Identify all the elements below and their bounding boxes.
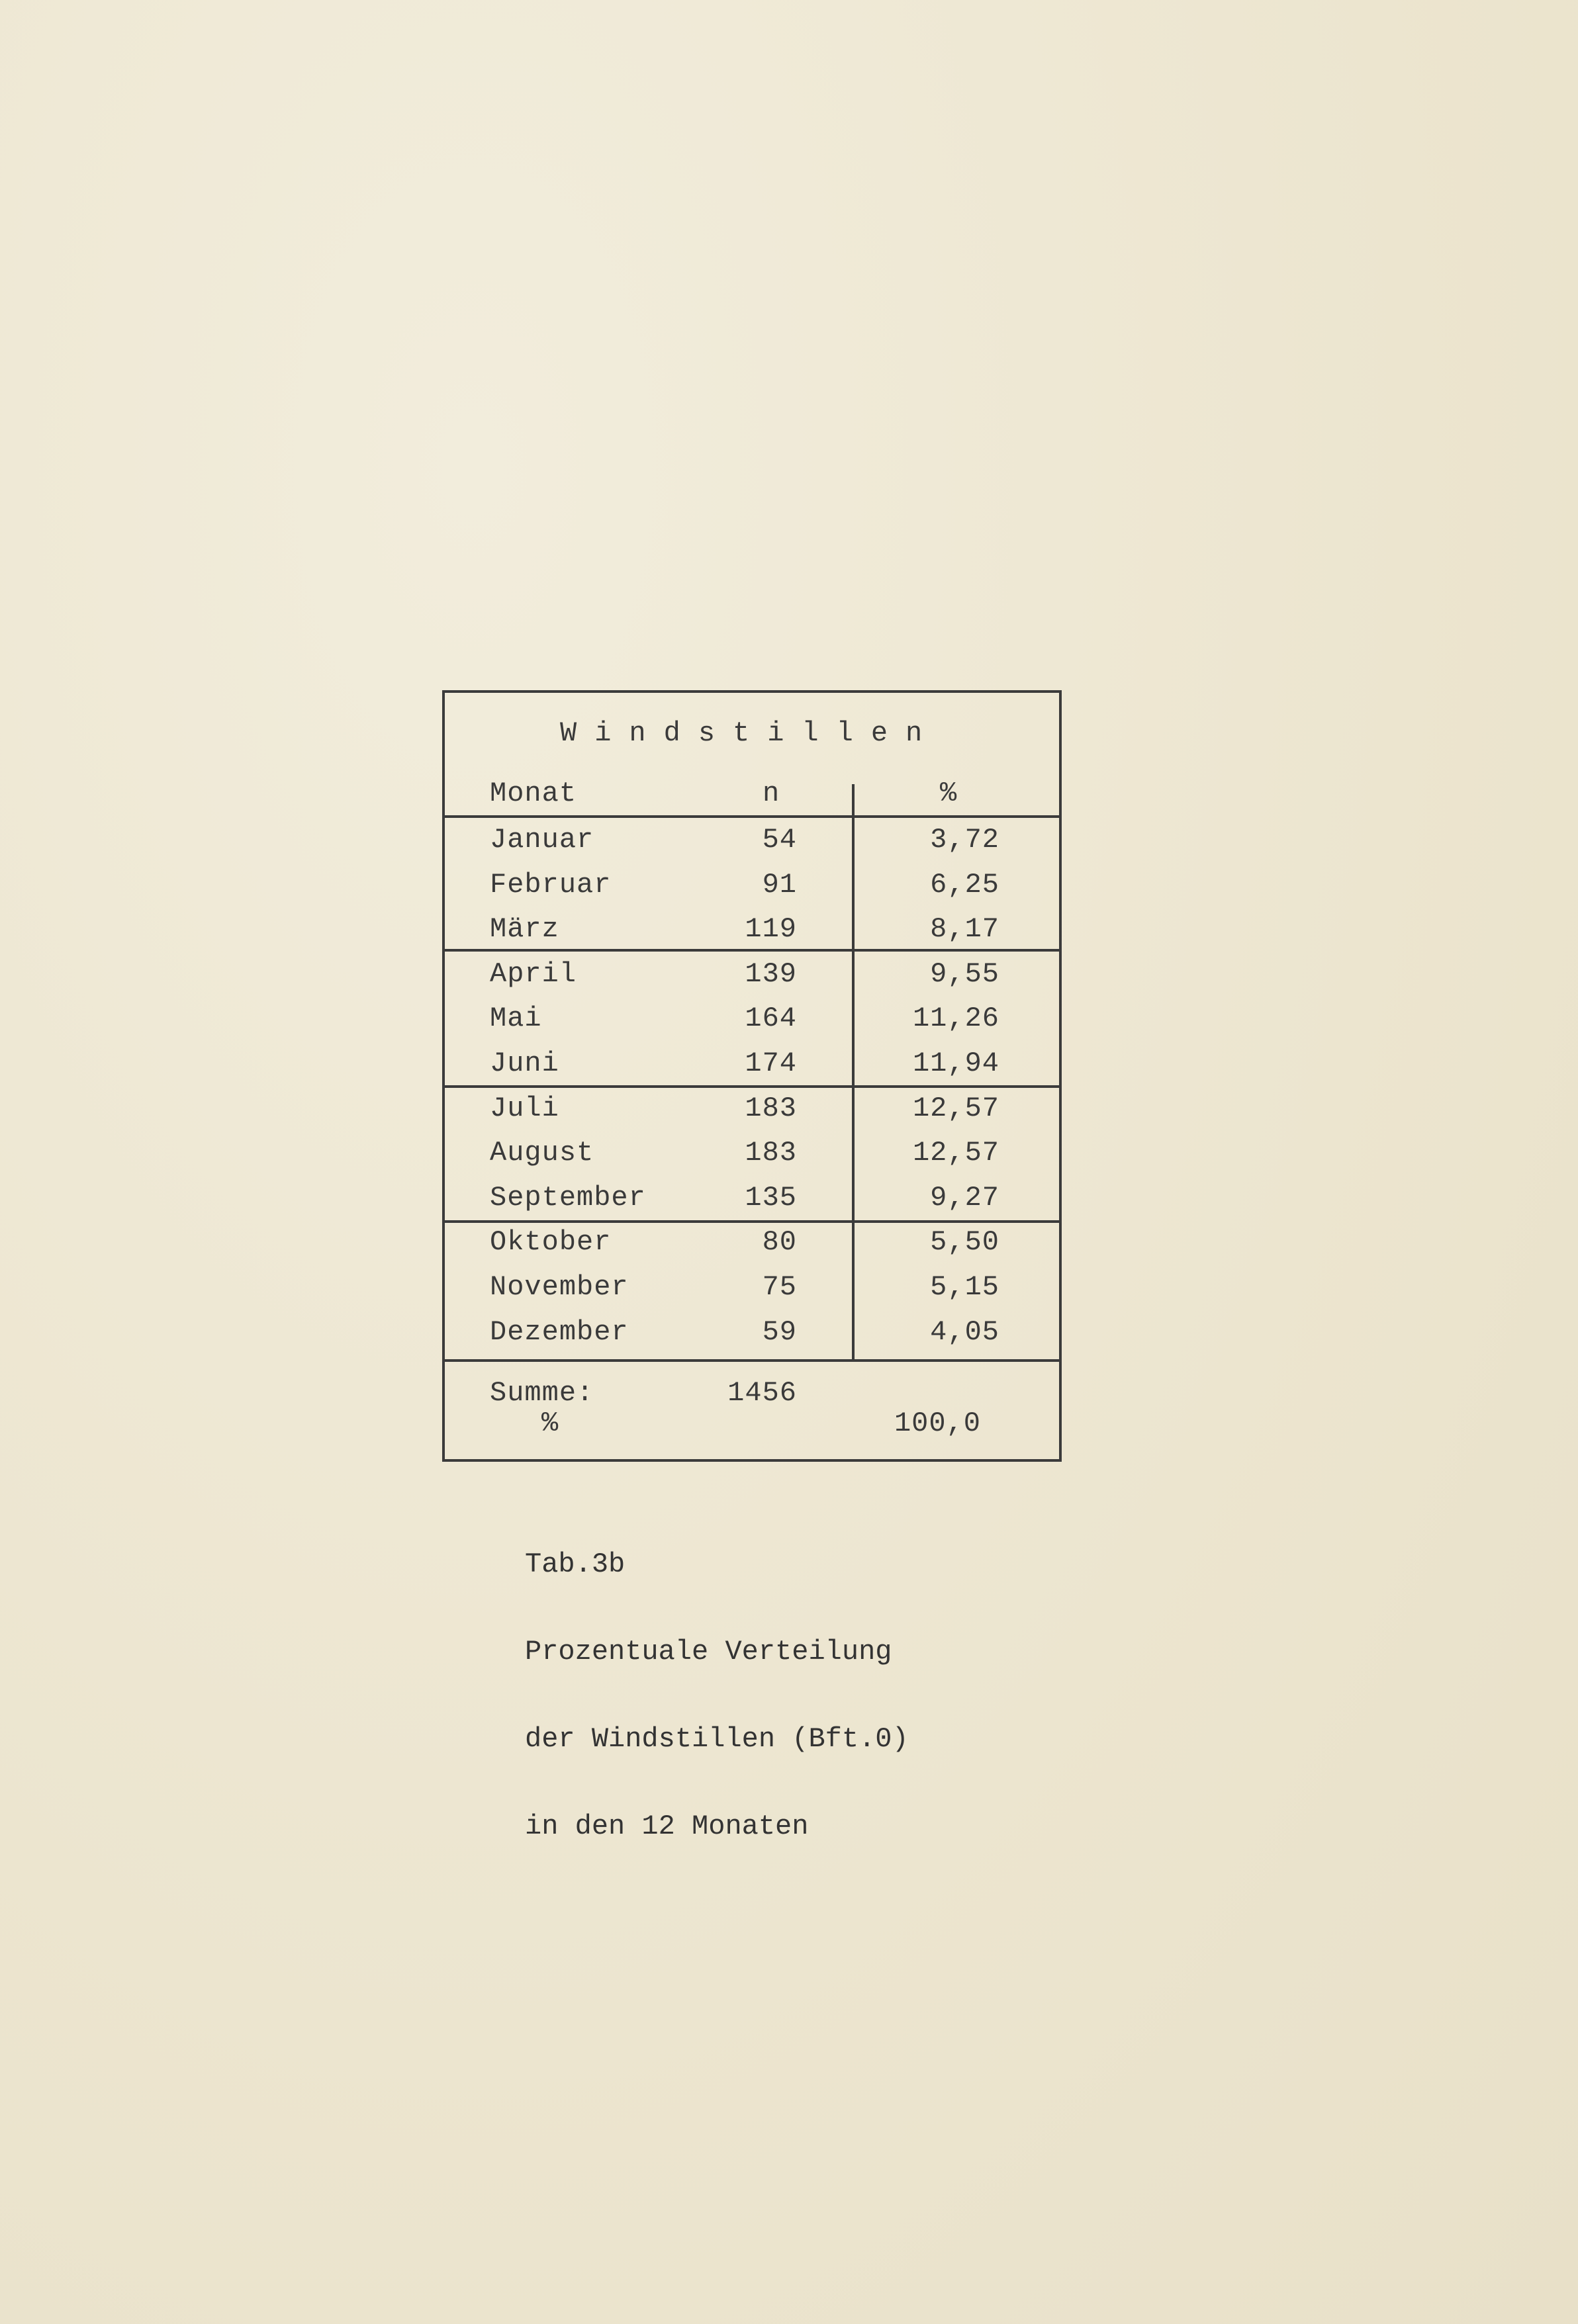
summary-label: Summe: — [490, 1377, 594, 1409]
table-caption — [525, 1492, 909, 1899]
row-month: September — [490, 1182, 646, 1214]
header-rule — [445, 815, 1060, 818]
group-rule-2 — [445, 1085, 1060, 1088]
summary-pct-label: % — [541, 1408, 559, 1439]
summary-pct: 100,0 — [894, 1408, 981, 1439]
caption-line-3: der Windstillen (Bft.0) — [525, 1723, 909, 1755]
group-rule-3 — [445, 1220, 1060, 1223]
row-month: Mai — [490, 1003, 542, 1034]
row-month: März — [490, 913, 559, 945]
caption-line-2: Prozentuale Verteilung — [525, 1636, 892, 1668]
row-n: 80 — [762, 1226, 797, 1258]
row-pct: 5,50 — [930, 1226, 999, 1258]
row-month: April — [490, 958, 577, 990]
header-pct: % — [940, 778, 958, 809]
row-pct: 4,05 — [930, 1316, 999, 1348]
caption-line-4: in den 12 Monaten — [525, 1810, 809, 1842]
row-month: August — [490, 1137, 594, 1169]
row-pct: 6,25 — [930, 869, 999, 901]
caption-line-1: Tab.3b — [525, 1548, 626, 1580]
row-month: November — [490, 1271, 629, 1303]
row-month: Januar — [490, 824, 594, 856]
row-pct: 11,26 — [912, 1003, 999, 1034]
row-pct: 5,15 — [930, 1271, 999, 1303]
row-n: 119 — [745, 913, 797, 945]
row-month: Februar — [490, 869, 612, 901]
table-title: Windstillen — [560, 717, 941, 749]
row-month: Juli — [490, 1093, 559, 1124]
row-month: Juni — [490, 1048, 559, 1079]
row-n: 91 — [762, 869, 797, 901]
row-n: 54 — [762, 824, 797, 856]
row-pct: 9,55 — [930, 958, 999, 990]
row-n: 174 — [745, 1048, 797, 1079]
row-month: Oktober — [490, 1226, 612, 1258]
row-n: 139 — [745, 958, 797, 990]
row-pct: 12,57 — [912, 1137, 999, 1169]
row-pct: 9,27 — [930, 1182, 999, 1214]
row-n: 75 — [762, 1271, 797, 1303]
row-n: 183 — [745, 1093, 797, 1124]
row-pct: 12,57 — [912, 1093, 999, 1124]
row-pct: 3,72 — [930, 824, 999, 856]
row-month: Dezember — [490, 1316, 629, 1348]
header-month: Monat — [490, 778, 577, 809]
row-n: 135 — [745, 1182, 797, 1214]
row-pct: 8,17 — [930, 913, 999, 945]
column-divider — [852, 784, 855, 1361]
row-n: 183 — [745, 1137, 797, 1169]
row-n: 59 — [762, 1316, 797, 1348]
group-rule-1 — [445, 949, 1060, 952]
summary-rule — [445, 1359, 1060, 1362]
summary-n: 1456 — [727, 1377, 797, 1409]
row-n: 164 — [745, 1003, 797, 1034]
header-n: n — [763, 778, 780, 809]
row-pct: 11,94 — [912, 1048, 999, 1079]
